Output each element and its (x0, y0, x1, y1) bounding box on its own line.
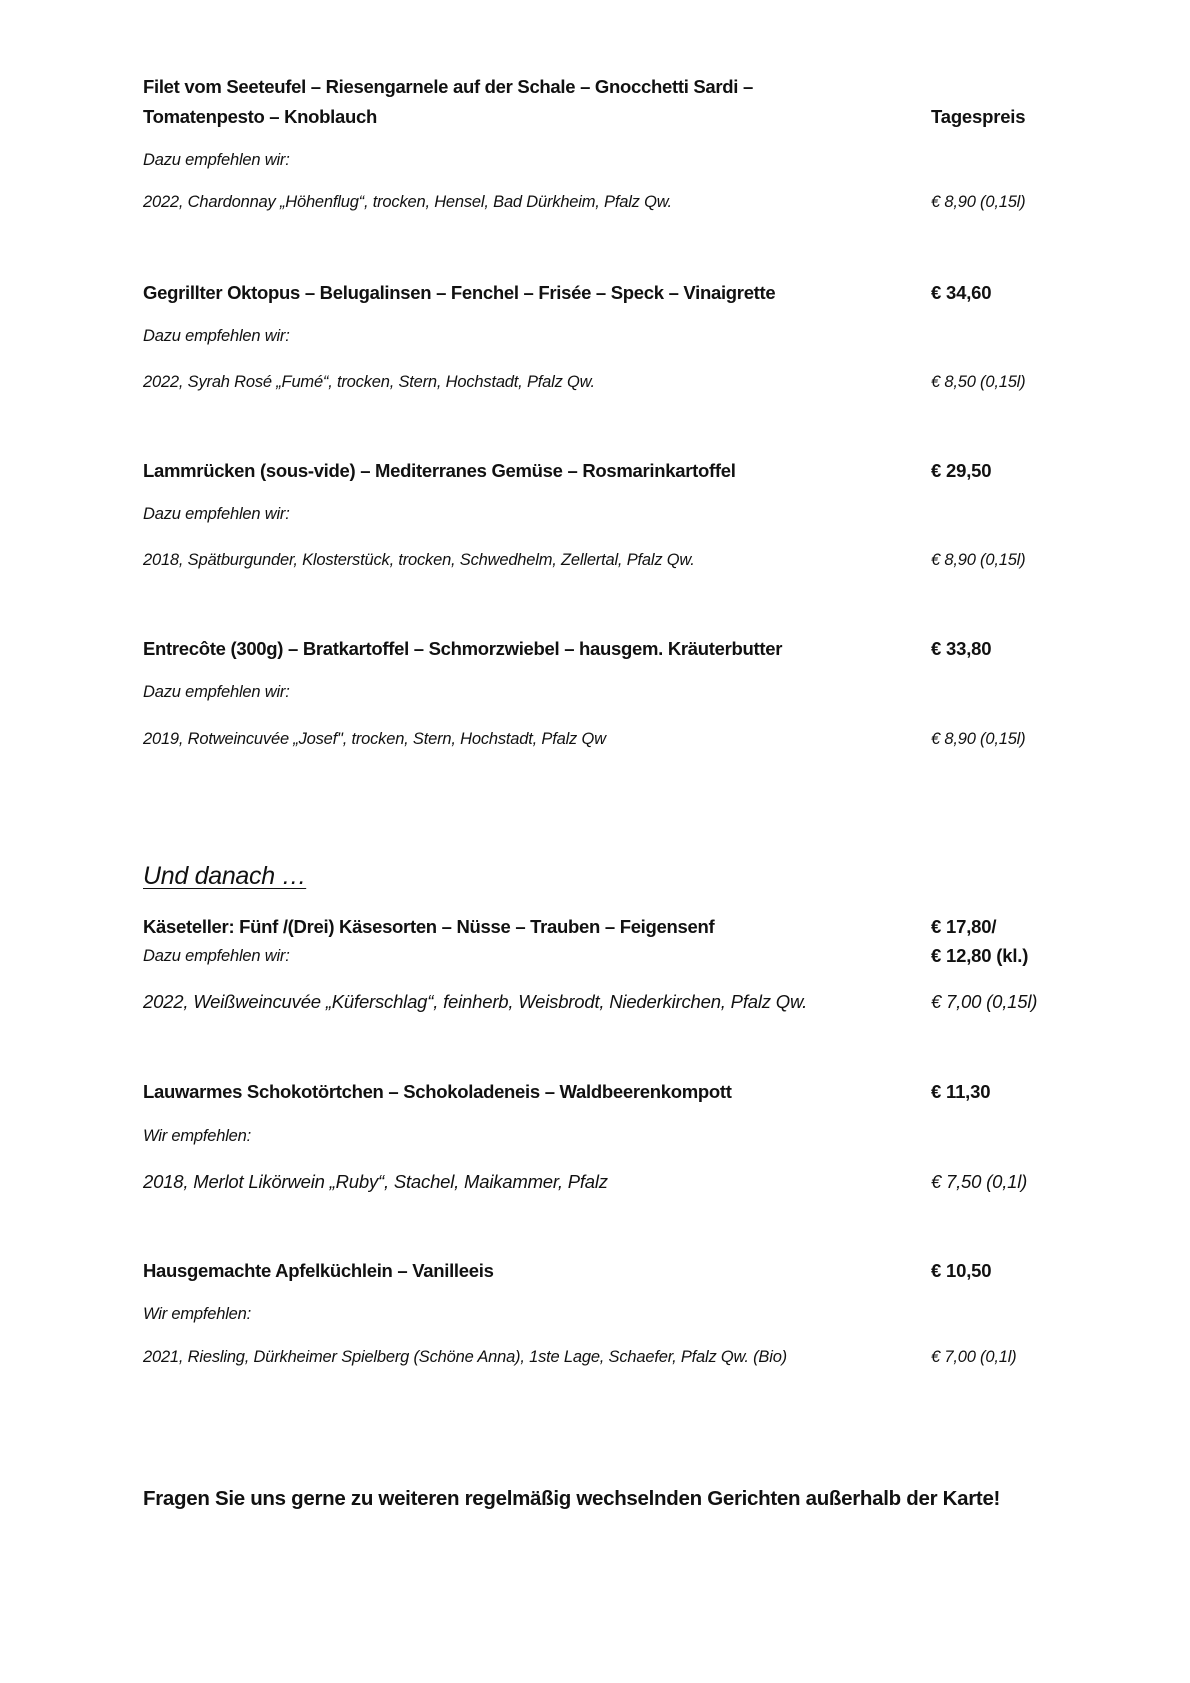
dish-name-apfelkuechlein: Hausgemachte Apfelküchlein – Vanilleeis (143, 1260, 494, 1281)
dish-name-lammruecken: Lammrücken (sous-vide) – Mediterranes Gemüse – Rosmarinkartoffel (143, 460, 736, 481)
wine-pairing: 2022, Syrah Rosé „Fumé“, trocken, Stern, Hochstadt, Pfalz Qw. (143, 373, 595, 391)
recommend-label: Dazu empfehlen wir: (143, 505, 290, 523)
recommend-label: Wir empfehlen: (143, 1127, 252, 1145)
wine-pairing: 2018, Spätburgunder, Klosterstück, trocken, Schwedhelm, Zellertal, Pfalz Qw. (143, 551, 695, 569)
dish-name-schokotoertchen: Lauwarmes Schokotörtchen – Schokoladeneis – Waldbeerenkompott (143, 1081, 732, 1102)
dish-price-seeteufel: Tagespreis (931, 106, 1026, 127)
dish-price-kaeseteller-small: € 12,80 (kl.) (931, 945, 1029, 966)
dish-name-seeteufel-line2: Tomatenpesto – Knoblauch (143, 106, 378, 127)
dish-price-lammruecken: € 29,50 (931, 460, 992, 481)
section-heading-desserts: Und danach … (143, 862, 307, 890)
wine-pairing: 2021, Riesling, Dürkheimer Spielberg (Schöne Anna), 1ste Lage, Schaefer, Pfalz Qw. (Bio) (143, 1348, 787, 1366)
wine-price: € 8,50 (0,15l) (931, 373, 1026, 391)
wine-pairing: 2022, Chardonnay „Höhenflug“, trocken, Hensel, Bad Dürkheim, Pfalz Qw. (143, 193, 672, 211)
recommend-label: Dazu empfehlen wir: (143, 947, 290, 965)
dish-price-apfelkuechlein: € 10,50 (931, 1260, 992, 1281)
footer-note: Fragen Sie uns gerne zu weiteren regelmäßig wechselnden Gerichten außerhalb der Karte! (143, 1487, 1001, 1510)
dish-price-oktopus: € 34,60 (931, 282, 992, 303)
dish-name-entrecote: Entrecôte (300g) – Bratkartoffel – Schmorzwiebel – hausgem. Kräuterbutter (143, 638, 783, 659)
wine-pairing: 2022, Weißweincuvée „Küferschlag“, feinherb, Weisbrodt, Niederkirchen, Pfalz Qw. (143, 991, 808, 1012)
wine-pairing: 2018, Merlot Likörwein „Ruby“, Stachel, Maikammer, Pfalz (143, 1171, 608, 1192)
wine-price: € 8,90 (0,15l) (931, 193, 1026, 211)
wine-price: € 7,50 (0,1l) (931, 1171, 1028, 1192)
recommend-label: Dazu empfehlen wir: (143, 683, 290, 701)
wine-pairing: 2019, Rotweincuvée „Josef", trocken, Stern, Hochstadt, Pfalz Qw (143, 730, 606, 748)
dish-price-schokotoertchen: € 11,30 (931, 1081, 991, 1102)
recommend-label: Wir empfehlen: (143, 1305, 252, 1323)
dish-price-entrecote: € 33,80 (931, 638, 992, 659)
recommend-label: Dazu empfehlen wir: (143, 151, 290, 169)
dish-name-seeteufel-line1: Filet vom Seeteufel – Riesengarnele auf der Schale – Gnocchetti Sardi – (143, 76, 753, 97)
wine-price: € 8,90 (0,15l) (931, 730, 1026, 748)
dish-price-kaeseteller: € 17,80/ (931, 916, 997, 937)
wine-price: € 7,00 (0,15l) (931, 991, 1038, 1012)
wine-price: € 7,00 (0,1l) (931, 1348, 1017, 1366)
recommend-label: Dazu empfehlen wir: (143, 327, 290, 345)
wine-price: € 8,90 (0,15l) (931, 551, 1026, 569)
dish-name-kaeseteller: Käseteller: Fünf /(Drei) Käsesorten – Nüsse – Trauben – Feigensenf (143, 916, 715, 937)
dish-name-oktopus: Gegrillter Oktopus – Belugalinsen – Fenchel – Frisée – Speck – Vinaigrette (143, 282, 776, 303)
